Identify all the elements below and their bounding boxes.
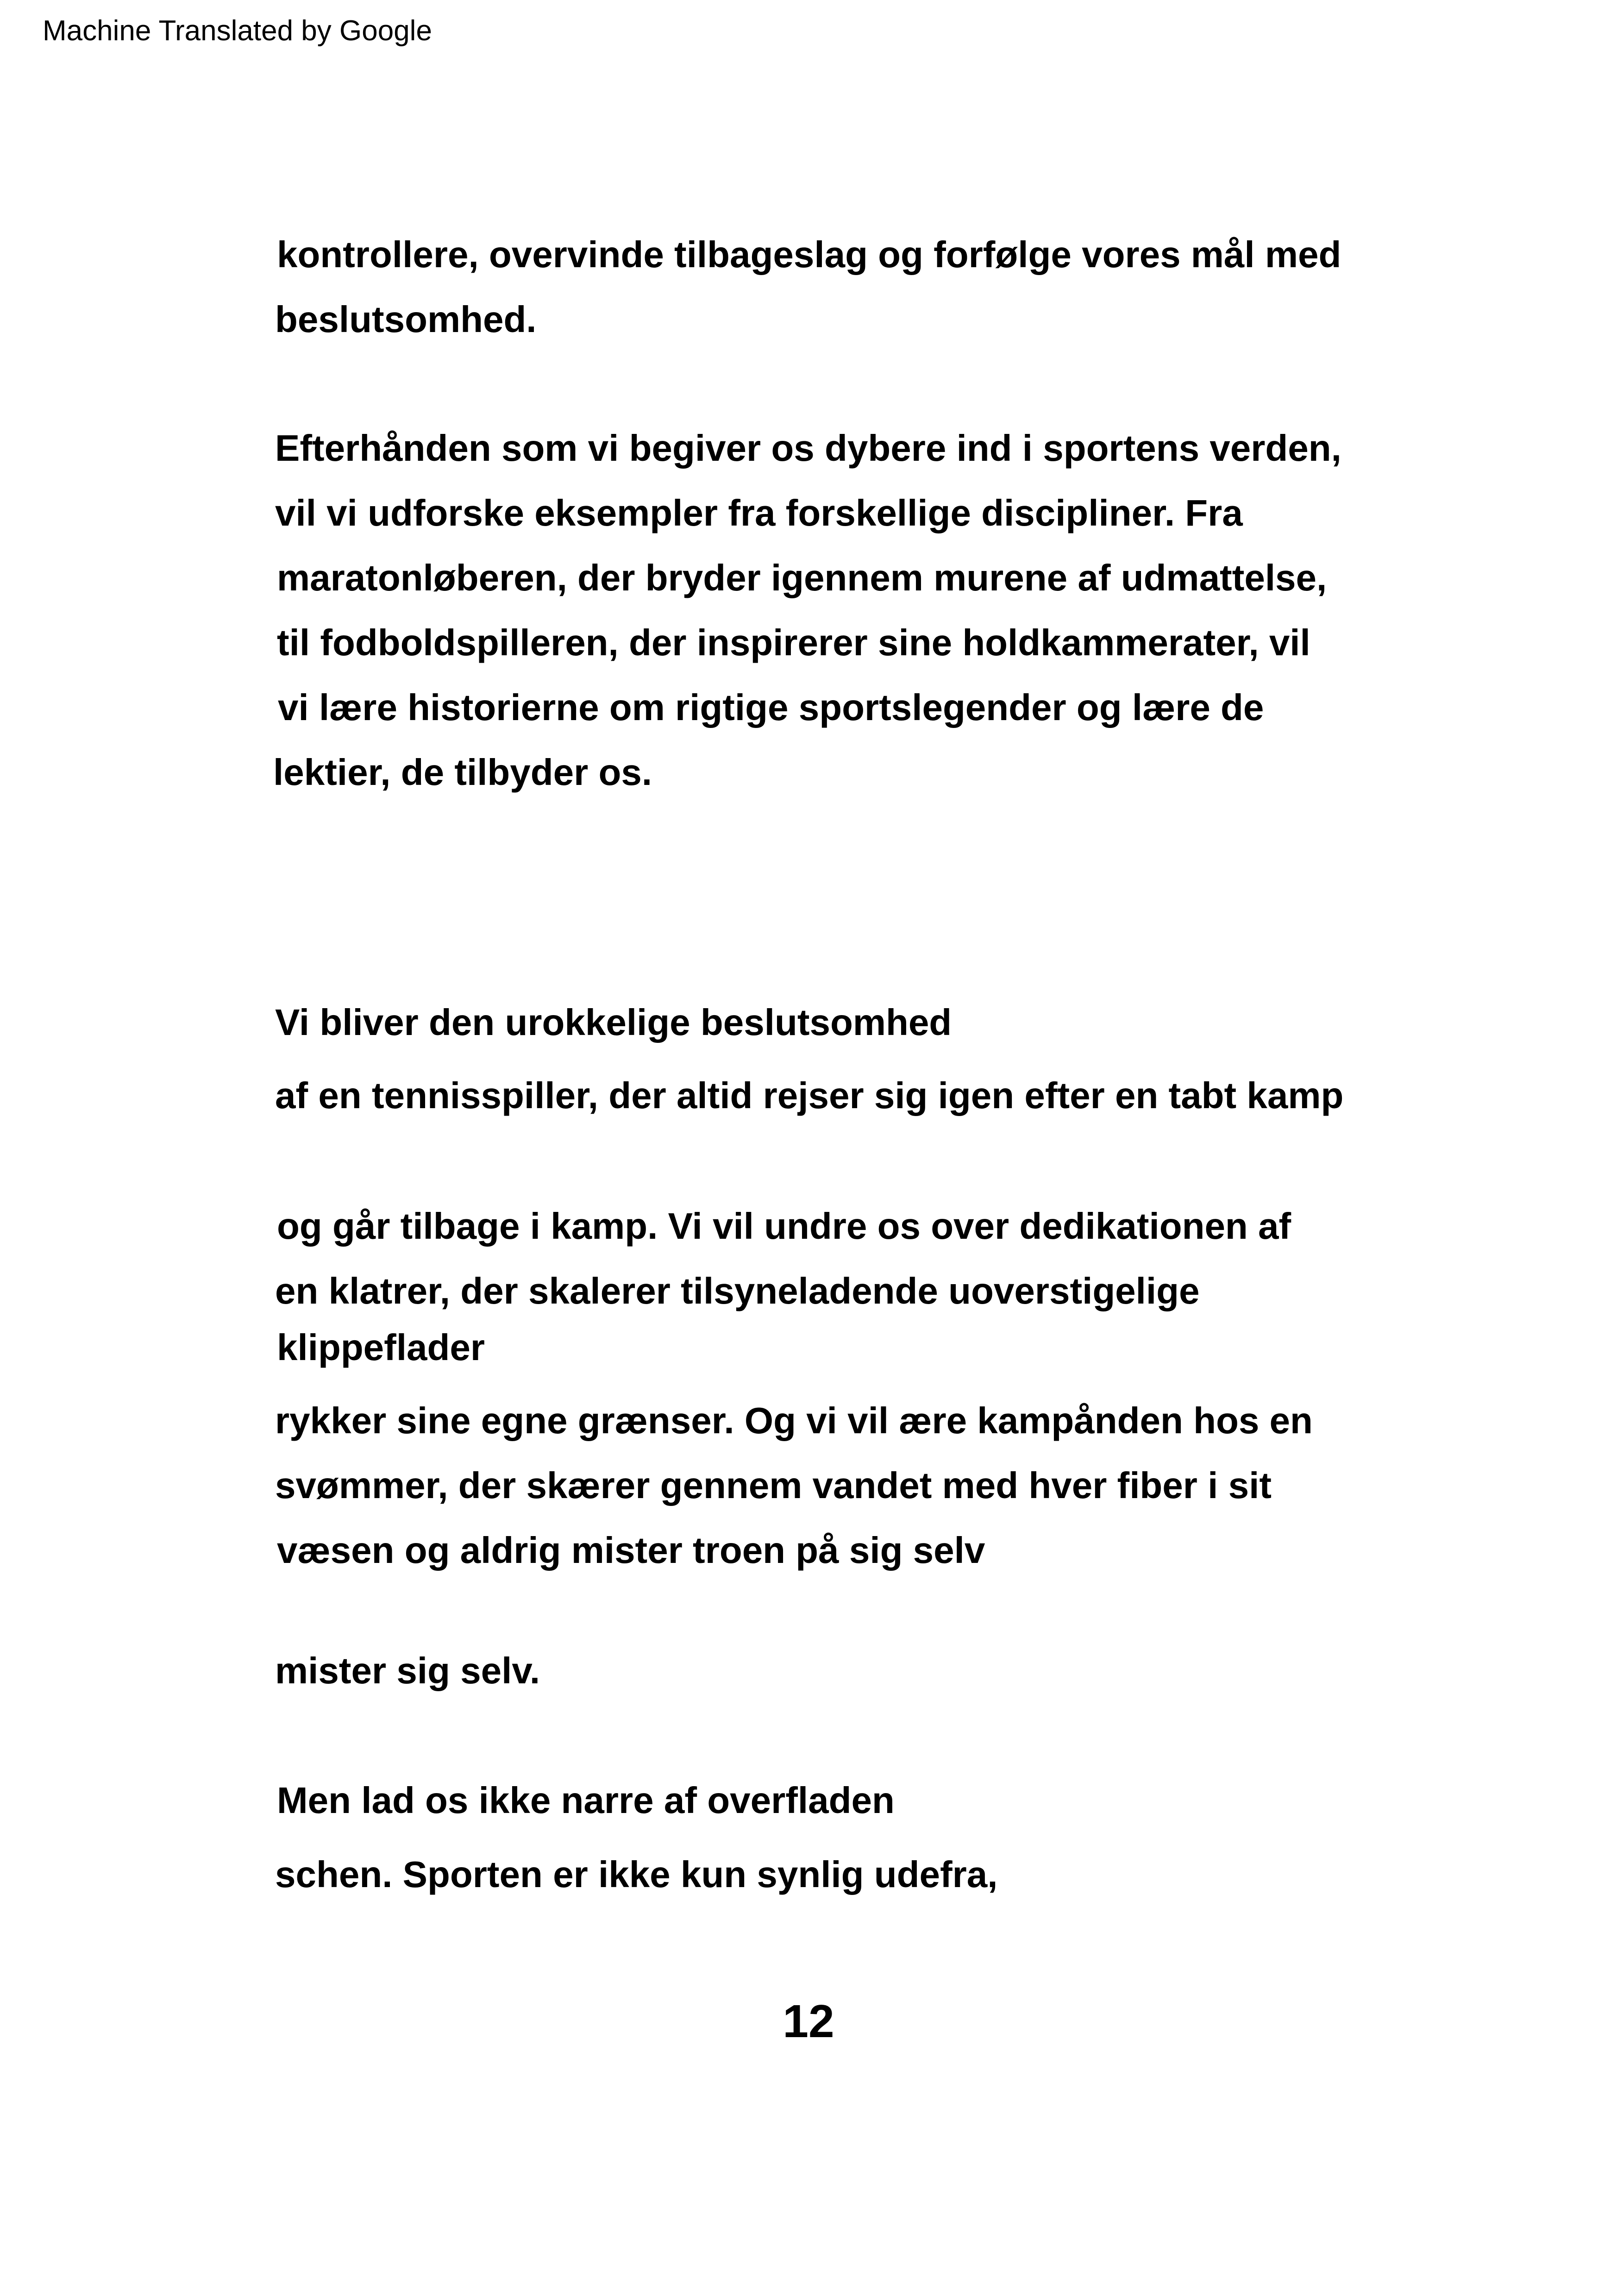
text-line: og går tilbage i kamp. Vi vil undre os over dedikationen af [277, 1205, 1291, 1247]
text-line: en klatrer, der skalerer tilsyneladende uoverstigelige [275, 1270, 1200, 1311]
text-line: mister sig selv. [275, 1650, 540, 1691]
text-line: vi lære historierne om rigtige sportslegender og lære de [278, 687, 1264, 728]
text-line: af en tennisspiller, der altid rejser sig igen efter en tabt kamp [275, 1075, 1344, 1116]
text-line: svømmer, der skærer gennem vandet med hver fiber i sit [275, 1465, 1272, 1506]
text-line: klippeflader [277, 1327, 485, 1368]
text-line: kontrollere, overvinde tilbageslag og forfølge vores mål med [277, 234, 1341, 275]
text-line: rykker sine egne grænser. Og vi vil ære kampånden hos en [275, 1400, 1313, 1441]
machine-translation-banner: Machine Translated by Google [43, 15, 432, 47]
text-line: schen. Sporten er ikke kun synlig udefra, [275, 1854, 998, 1895]
text-line: beslutsomhed. [275, 299, 537, 340]
text-line: lektier, de tilbyder os. [273, 752, 652, 793]
text-line: maratonløberen, der bryder igennem murene af udmattelse, [277, 557, 1327, 598]
text-line: væsen og aldrig mister troen på sig selv [277, 1530, 985, 1571]
text-line: til fodboldspilleren, der inspirerer sine holdkammerater, vil [277, 622, 1310, 663]
text-line: Men lad os ikke narre af overfladen [277, 1780, 895, 1821]
text-line: Efterhånden som vi begiver os dybere ind i sportens verden, [275, 427, 1341, 469]
text-line: vil vi udforske eksempler fra forskellige discipliner. Fra [275, 492, 1243, 533]
page-number: 12 [783, 1995, 834, 2047]
text-line: Vi bliver den urokkelige beslutsomhed [275, 1002, 952, 1043]
